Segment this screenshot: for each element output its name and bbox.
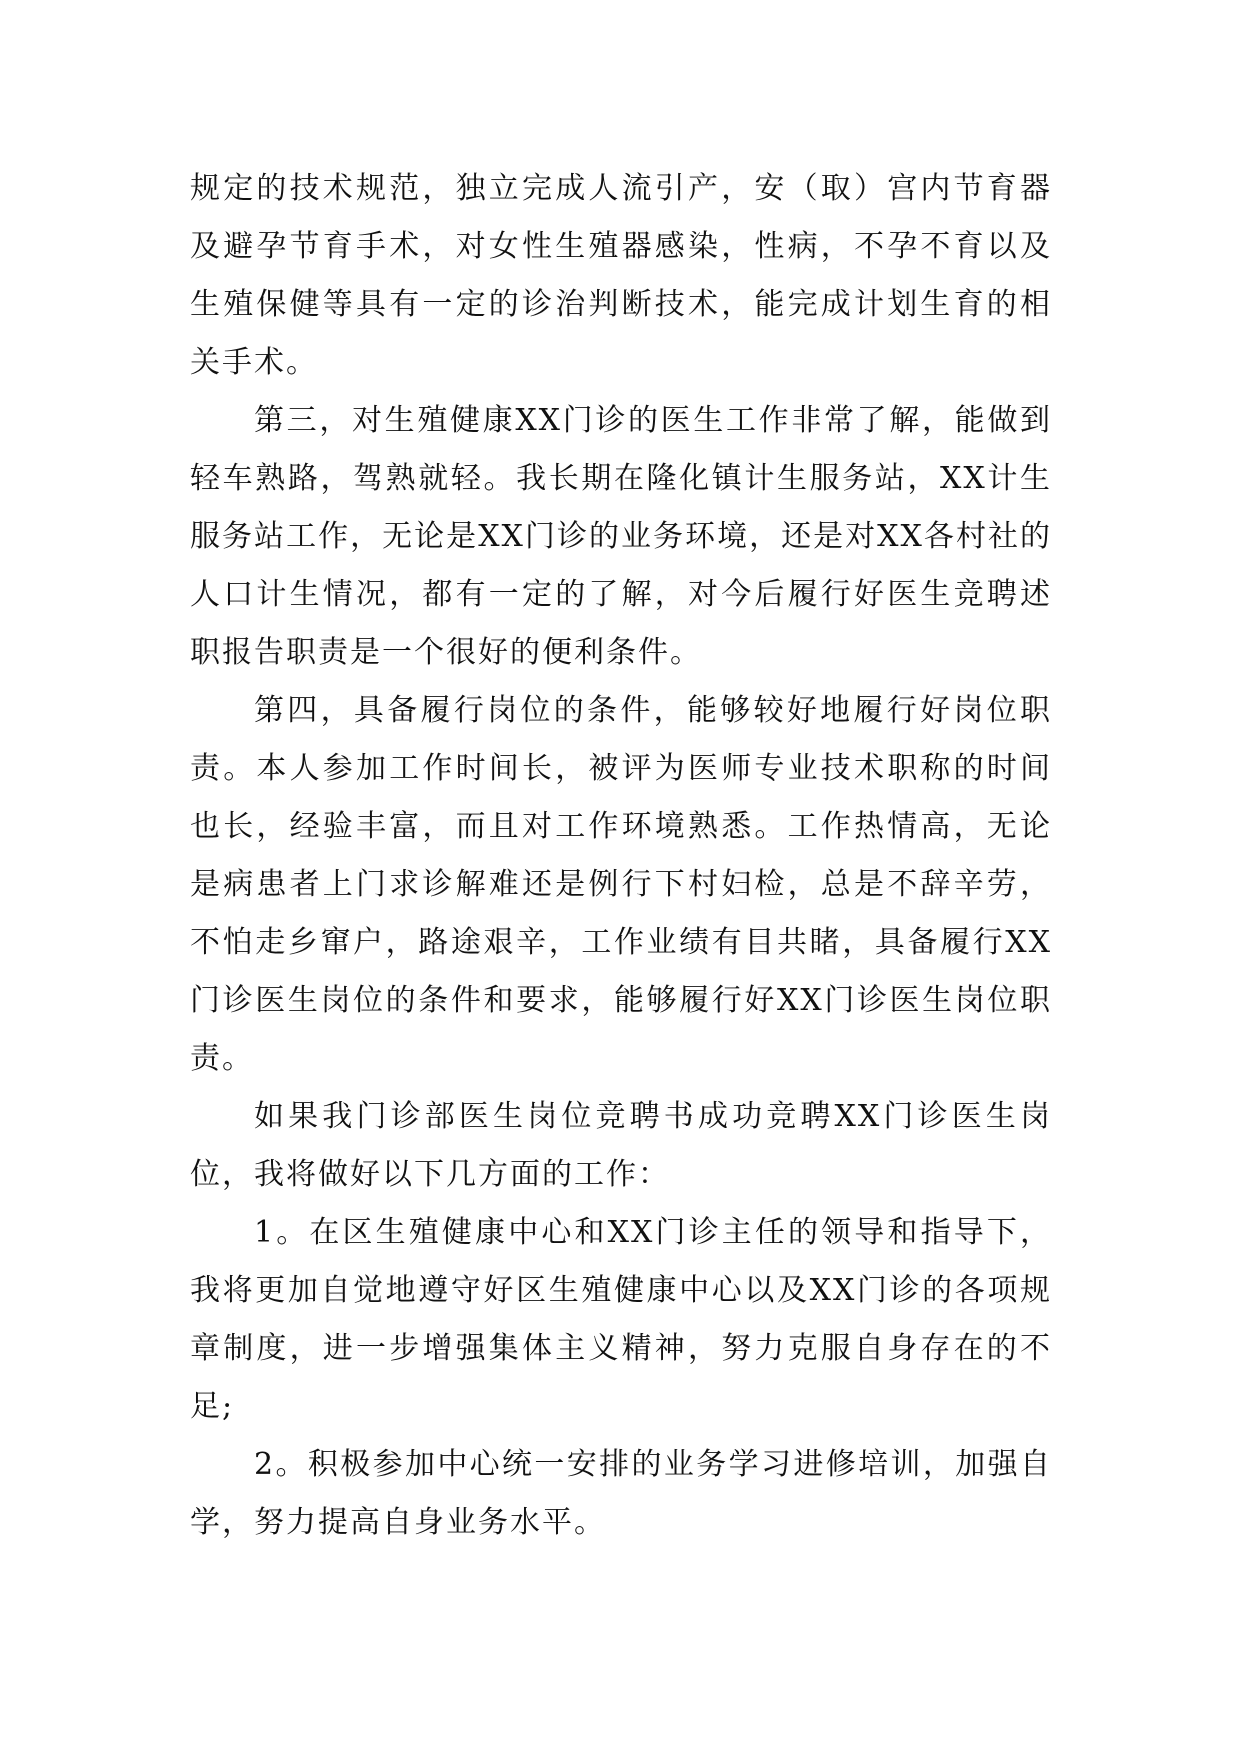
paragraph-technical-skills: 规定的技术规范，独立完成人流引产，安（取）宫内节育器及避孕节育手术，对女性生殖器感染，性病，不孕不育以及生殖保健等具有一定的诊治判断技术，能完成计划生育的相关手术。 — [190, 171, 1052, 380]
document-body — [190, 160, 1052, 1552]
paragraph-plan-intro: 如果我门诊部医生岗位竞聘书成功竞聘XX门诊医生岗位，我将做好以下几方面的工作： — [190, 1099, 1052, 1192]
paragraph-plan-item-2: 2。积极参加中心统一安排的业务学习进修培训，加强自学，努力提高自身业务水平。 — [190, 1447, 1052, 1540]
paragraph-fourth-point: 第四，具备履行岗位的条件，能够较好地履行好岗位职责。本人参加工作时间长，被评为医师专业技术职称的时间也长，经验丰富，而且对工作环境熟悉。工作热情高，无论是病患者上门求诊解难还是例行下村妇检，总是不辞辛劳，不怕走乡窜户，路途艰辛，工作业绩有目共睹，具备履行XX门诊医生岗位的条件和要求，能够履行好XX门诊医生岗位职责。 — [190, 693, 1052, 1076]
paragraph-third-point: 第三，对生殖健康XX门诊的医生工作非常了解，能做到轻车熟路，驾熟就轻。我长期在隆化镇计生服务站，XX计生服务站工作，无论是XX门诊的业务环境，还是对XX各村社的人口计生情况，都有一定的了解，对今后履行好医生竞聘述职报告职责是一个很好的便利条件。 — [190, 403, 1052, 670]
paragraph-plan-item-1: 1。在区生殖健康中心和XX门诊主任的领导和指导下，我将更加自觉地遵守好区生殖健康中心以及XX门诊的各项规章制度，进一步增强集体主义精神，努力克服自身存在的不足; — [190, 1215, 1052, 1424]
